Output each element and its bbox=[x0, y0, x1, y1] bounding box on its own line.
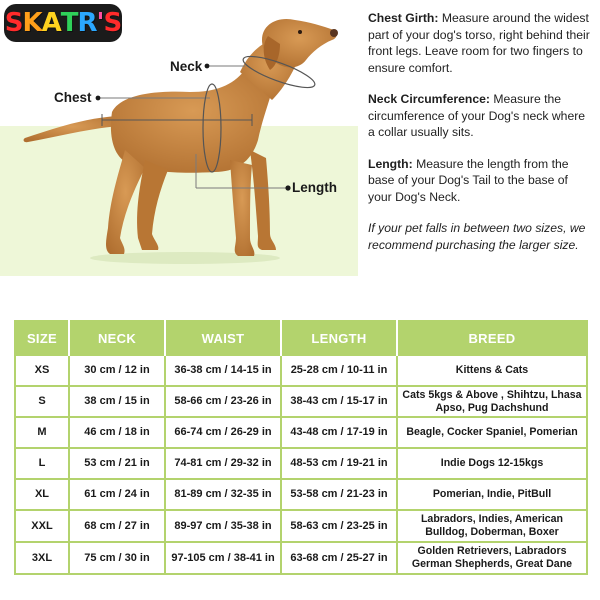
length-pointer-dot bbox=[285, 185, 290, 190]
dog-eye bbox=[298, 30, 302, 34]
length-cell: 43-48 cm / 17-19 in bbox=[281, 417, 397, 448]
dog-illustration bbox=[0, 0, 360, 280]
dog-front-leg-1 bbox=[230, 160, 254, 256]
neck-circumference-title: Neck Circumference: bbox=[368, 92, 490, 106]
waist-cell: 89-97 cm / 35-38 in bbox=[165, 510, 281, 542]
header-breed: BREED bbox=[397, 321, 587, 355]
logo-letter: T bbox=[60, 8, 78, 38]
table-row bbox=[15, 386, 587, 417]
dog-body bbox=[111, 70, 275, 173]
breed-cell: Cats 5kgs & Above , Shihtzu, Lhasa Apso, Pug Dachshund bbox=[397, 386, 587, 417]
breed-cell: Beagle, Cocker Spaniel, Pomerian bbox=[397, 417, 587, 448]
size-cell: M bbox=[15, 417, 69, 448]
neck-circumference-info bbox=[368, 91, 592, 141]
chest-girth-text: Measure around the widest part of your dog's torso, right behind their front legs. Leave room for two fingers to ensure comfort. bbox=[368, 11, 590, 75]
length-cell: 63-68 cm / 25-27 in bbox=[281, 542, 397, 574]
waist-cell: 36-38 cm / 14-15 in bbox=[165, 355, 281, 386]
length-cell: 53-58 cm / 21-23 in bbox=[281, 479, 397, 510]
logo-letter: S bbox=[103, 8, 122, 38]
size-cell: 3XL bbox=[15, 542, 69, 574]
dog-front-leg-2 bbox=[250, 150, 276, 250]
breed-cell: Pomerian, Indie, PitBull bbox=[397, 479, 587, 510]
logo-letter: K bbox=[22, 8, 42, 38]
length-title: Length: bbox=[368, 156, 413, 171]
chest-girth-title: Chest Girth: bbox=[368, 11, 439, 25]
length-cell: 25-28 cm / 10-11 in bbox=[281, 355, 397, 386]
size-cell: S bbox=[15, 386, 69, 417]
logo-letter: R bbox=[77, 8, 97, 38]
size-chart-table bbox=[14, 320, 588, 575]
dog-nose bbox=[330, 29, 338, 37]
table-row bbox=[15, 355, 587, 386]
table-row bbox=[15, 479, 587, 510]
length-cell: 38-43 cm / 15-17 in bbox=[281, 386, 397, 417]
neck-cell: 53 cm / 21 in bbox=[69, 448, 165, 479]
logo-letter: ' bbox=[96, 8, 104, 38]
length-cell: 48-53 cm / 19-21 in bbox=[281, 448, 397, 479]
table-row bbox=[15, 542, 587, 574]
size-cell: XL bbox=[15, 479, 69, 510]
neck-cell: 68 cm / 27 in bbox=[69, 510, 165, 542]
header-neck: NECK bbox=[69, 321, 165, 355]
neck-cell: 38 cm / 15 in bbox=[69, 386, 165, 417]
logo-letter: S bbox=[4, 8, 23, 38]
length-label: Length bbox=[292, 180, 337, 195]
neck-pointer-dot bbox=[205, 64, 210, 69]
header-waist: WAIST bbox=[165, 321, 281, 355]
table-header-row bbox=[15, 321, 587, 355]
neck-cell: 46 cm / 18 in bbox=[69, 417, 165, 448]
table-row bbox=[15, 510, 587, 542]
neck-circumference-text: Measure the circumference of your Dog's neck where a collar usually sits. bbox=[368, 92, 586, 139]
table-row bbox=[15, 417, 587, 448]
neck-label: Neck bbox=[170, 59, 203, 74]
breed-cell: Kittens & Cats bbox=[397, 355, 587, 386]
waist-cell: 97-105 cm / 38-41 in bbox=[165, 542, 281, 574]
chest-pointer-dot bbox=[96, 96, 101, 101]
waist-cell: 58-66 cm / 23-26 in bbox=[165, 386, 281, 417]
length-text: Measure the length from the base of your Dog's Tail to the base of your Dog's Neck. bbox=[368, 156, 569, 204]
neck-cell: 30 cm / 12 in bbox=[69, 355, 165, 386]
waist-cell: 66-74 cm / 26-29 in bbox=[165, 417, 281, 448]
size-cell: XXL bbox=[15, 510, 69, 542]
breed-cell: Golden Retrievers, Labradors German Shepherds, Great Dane bbox=[397, 542, 587, 574]
breed-cell: Labradors, Indies, American Bulldog, Doberman, Boxer bbox=[397, 510, 587, 542]
waist-cell: 81-89 cm / 32-35 in bbox=[165, 479, 281, 510]
breed-cell: Indie Dogs 12-15kgs bbox=[397, 448, 587, 479]
chest-label: Chest bbox=[54, 90, 92, 105]
header-length: LENGTH bbox=[281, 321, 397, 355]
header-size: SIZE bbox=[15, 321, 69, 355]
measurement-info bbox=[368, 10, 592, 268]
sizing-note: If your pet falls in between two sizes, we recommend purchasing the larger size. bbox=[368, 221, 586, 252]
length-info bbox=[368, 156, 592, 206]
neck-cell: 75 cm / 30 in bbox=[69, 542, 165, 574]
chest-girth-info bbox=[368, 10, 592, 76]
size-cell: L bbox=[15, 448, 69, 479]
waist-cell: 74-81 cm / 29-32 in bbox=[165, 448, 281, 479]
size-cell: XS bbox=[15, 355, 69, 386]
length-cell: 58-63 cm / 23-25 in bbox=[281, 510, 397, 542]
table-row bbox=[15, 448, 587, 479]
logo-letter: A bbox=[41, 8, 61, 38]
neck-cell: 61 cm / 24 in bbox=[69, 479, 165, 510]
